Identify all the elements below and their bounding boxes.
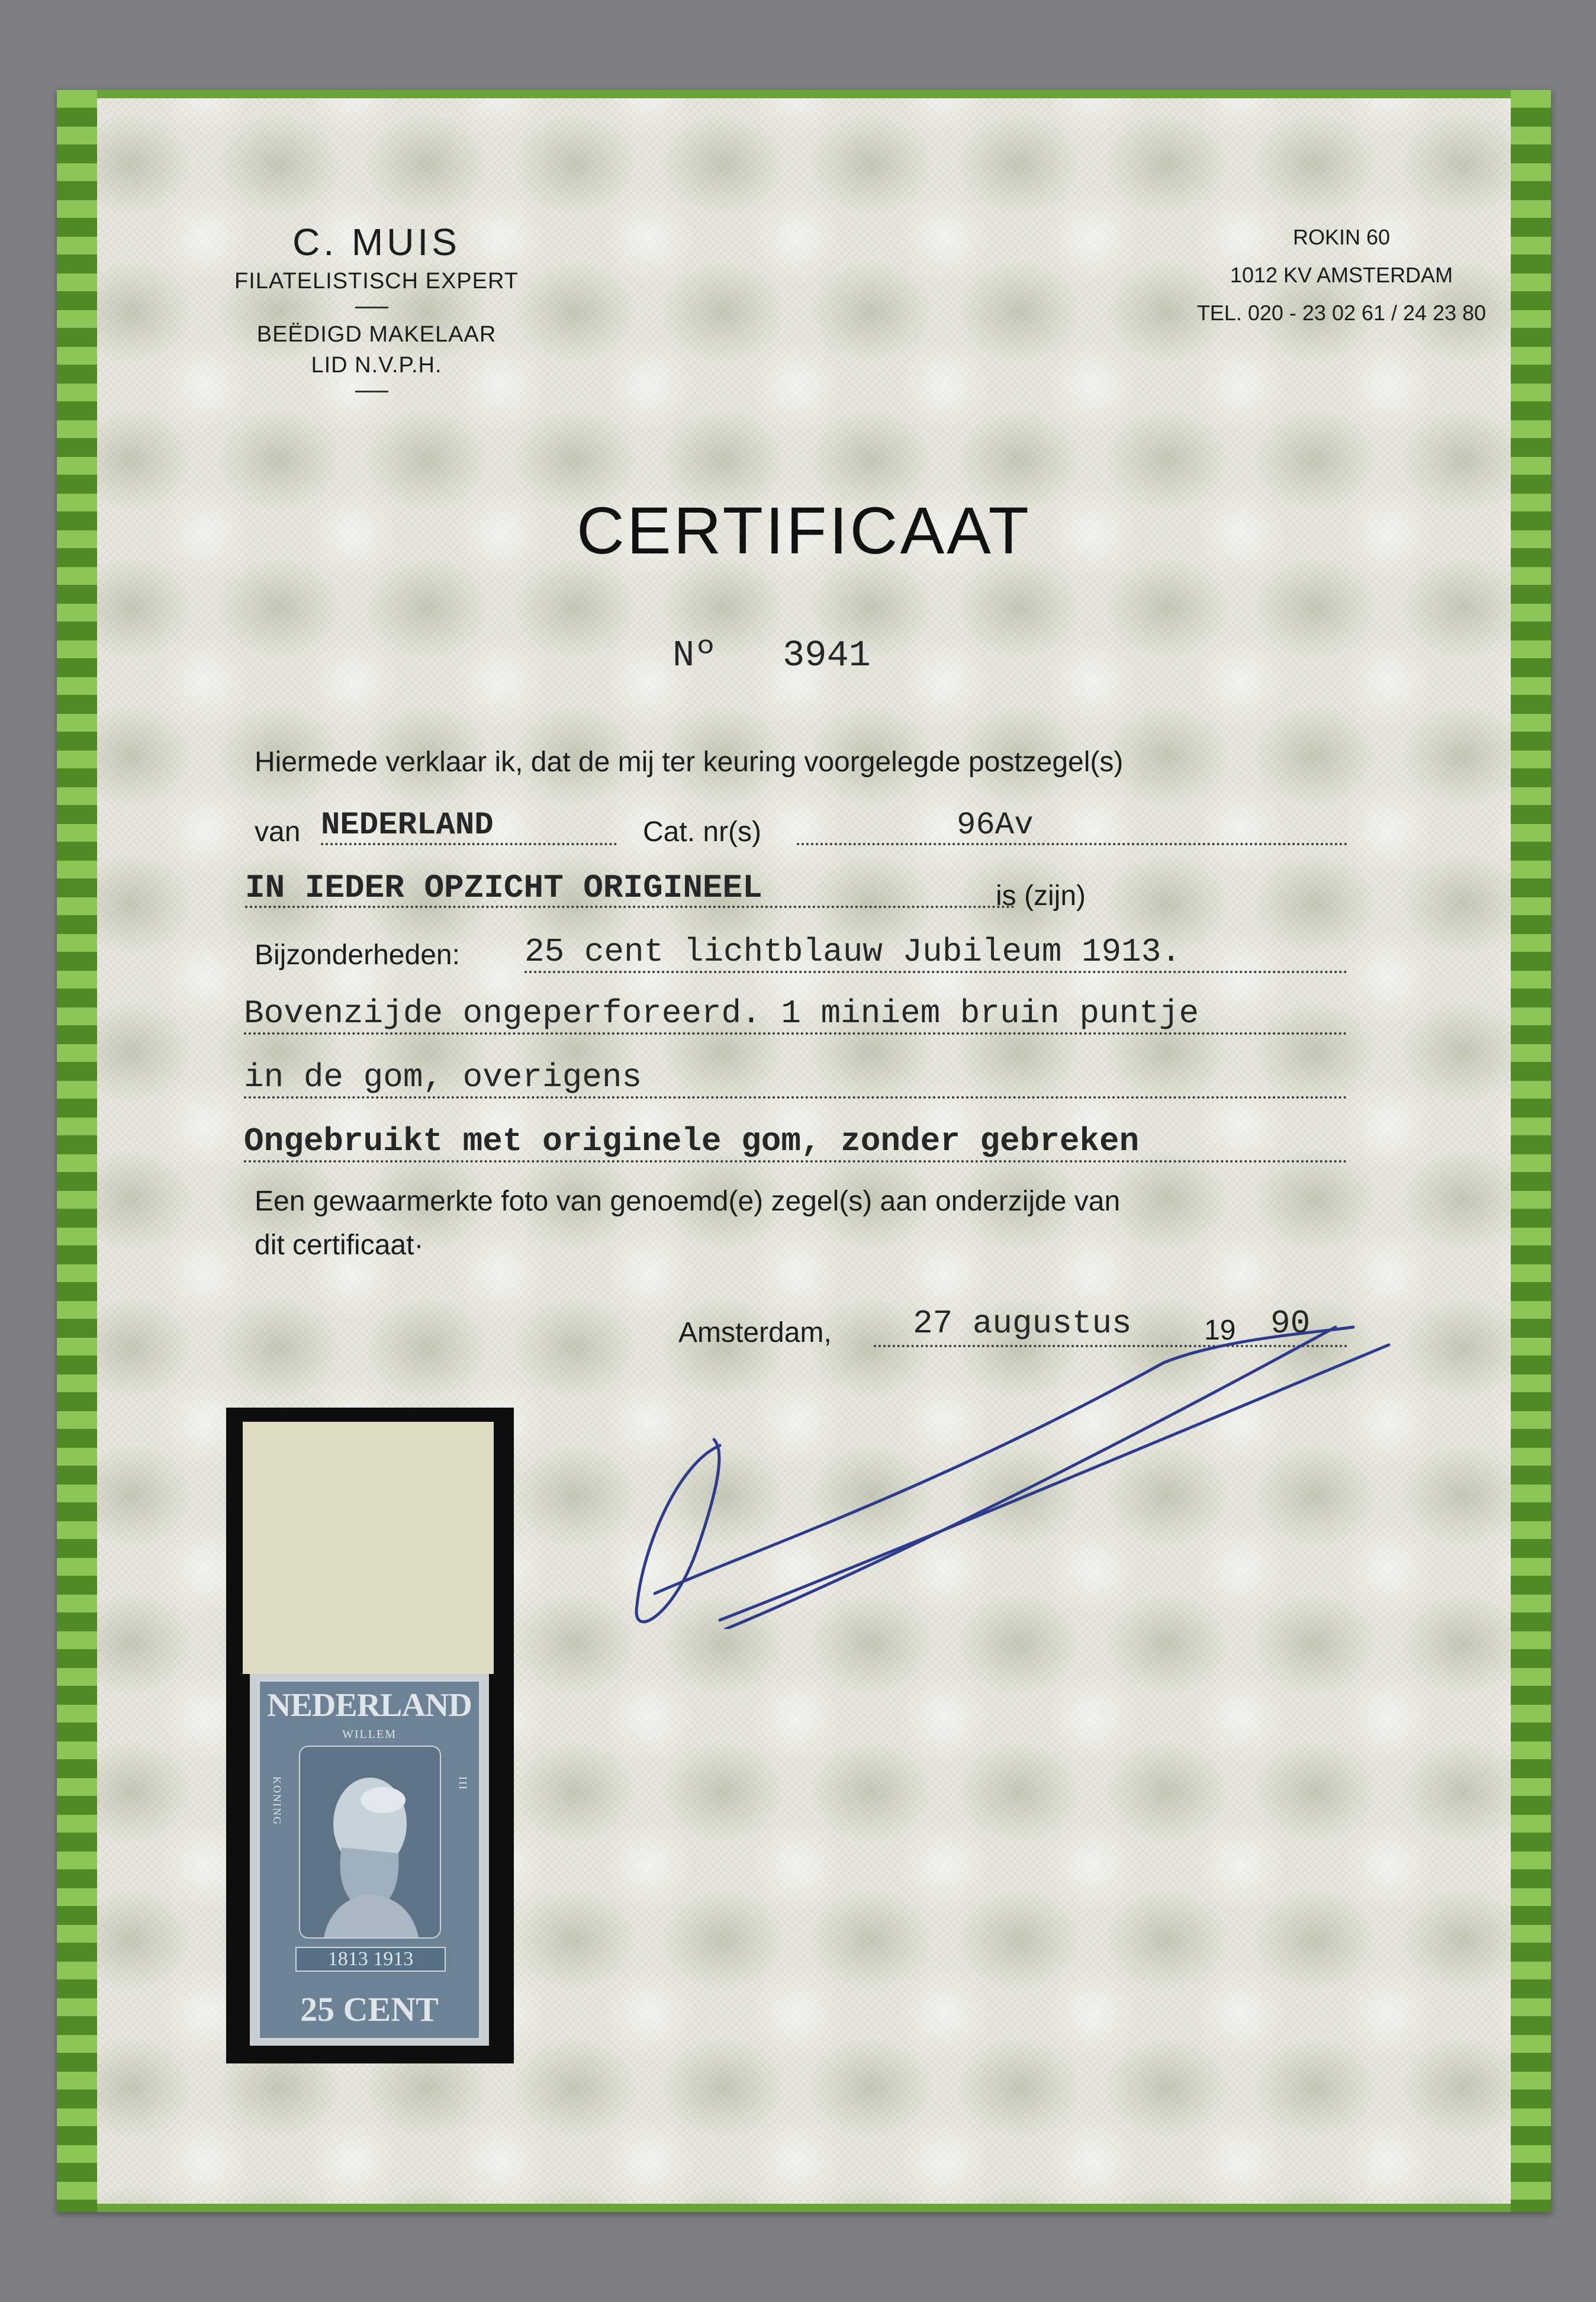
guilloche-border-bottom (57, 2204, 1551, 2212)
intro-text: Hiermede verklaar ik, dat de mij ter keuring voorgelegde postzegel(s) (255, 746, 1124, 778)
photo-note-1: Een gewaarmerkte foto van genoemd(e) zegel(s) aan onderzijde van (255, 1186, 1121, 1217)
stamp-value-text: 25 CENT (300, 1990, 439, 2029)
van-label: van (255, 816, 301, 848)
address-city: 1012 KV AMSTERDAM (1230, 263, 1453, 287)
details-line-3: in de gom, overigens (244, 1058, 642, 1096)
details-label: Bijzonderheden: (255, 939, 460, 971)
stamp-years-text: 1813 1913 (295, 1947, 446, 1972)
divider-dash (355, 307, 388, 308)
stamp-side-right: III (457, 1776, 469, 1791)
country-value: NEDERLAND (321, 807, 494, 843)
date-place: Amsterdam, (678, 1317, 832, 1348)
stamp-image (250, 1674, 489, 2046)
details-line-2: Bovenzijde ongeperforeerd. 1 miniem bruin puntje (244, 994, 1199, 1032)
stamp-sheet-margin (243, 1422, 494, 1674)
date-year: 90 (1270, 1305, 1311, 1342)
number-label: Nº (672, 635, 717, 677)
dotted-line (321, 843, 617, 845)
dotted-line (244, 1160, 1347, 1163)
address-street: ROKIN 60 (1292, 225, 1391, 249)
dotted-line (797, 843, 1347, 845)
photo-note-2: dit certificaat· (255, 1229, 424, 1261)
dotted-line (245, 906, 1015, 908)
expert-title: FILATELISTISCH EXPERT (234, 269, 519, 294)
certificate-sheet (57, 90, 1551, 2212)
dotted-line (244, 1032, 1347, 1035)
guilloche-border-top (57, 90, 1551, 98)
membership: LID N.V.P.H. (311, 353, 442, 378)
cat-value: 96Av (957, 807, 1034, 843)
stamp-design (258, 1680, 481, 2040)
dotted-line (525, 971, 1347, 973)
address-phone: TEL. 020 - 23 02 61 / 24 23 80 (1196, 301, 1486, 325)
dotted-line (244, 1096, 1347, 1099)
stamp-side-left: KONING (271, 1776, 283, 1825)
stamp-country-text: NEDERLAND (267, 1687, 472, 1724)
broker-title: BEËDIGD MAKELAAR (256, 322, 497, 347)
number-value: 3941 (783, 635, 871, 677)
expert-name: C. MUIS (292, 221, 461, 263)
divider-dash (355, 391, 388, 392)
stamp-portrait (299, 1746, 441, 1939)
certificate-number (672, 635, 871, 677)
date-day-month: 27 augustus (913, 1305, 1132, 1342)
guilloche-border-right (1511, 90, 1551, 2212)
cat-label: Cat. nr(s) (643, 816, 762, 848)
stamp-photo-frame (226, 1408, 514, 2063)
is-label: is (zijn) (996, 880, 1086, 912)
verdict-text: IN IEDER OPZICHT ORIGINEEL (245, 869, 762, 907)
date-century: 19 (1204, 1315, 1236, 1346)
signature-mark (572, 1274, 1436, 1629)
guilloche-border-left (57, 90, 97, 2212)
condition-text: Ongebruikt met originele gom, zonder gebreken (244, 1122, 1140, 1160)
details-line-1: 25 cent lichtblauw Jubileum 1913. (525, 933, 1181, 971)
stamp-name-text: WILLEM (342, 1728, 397, 1741)
certificate-title: CERTIFICAAT (577, 494, 1031, 568)
